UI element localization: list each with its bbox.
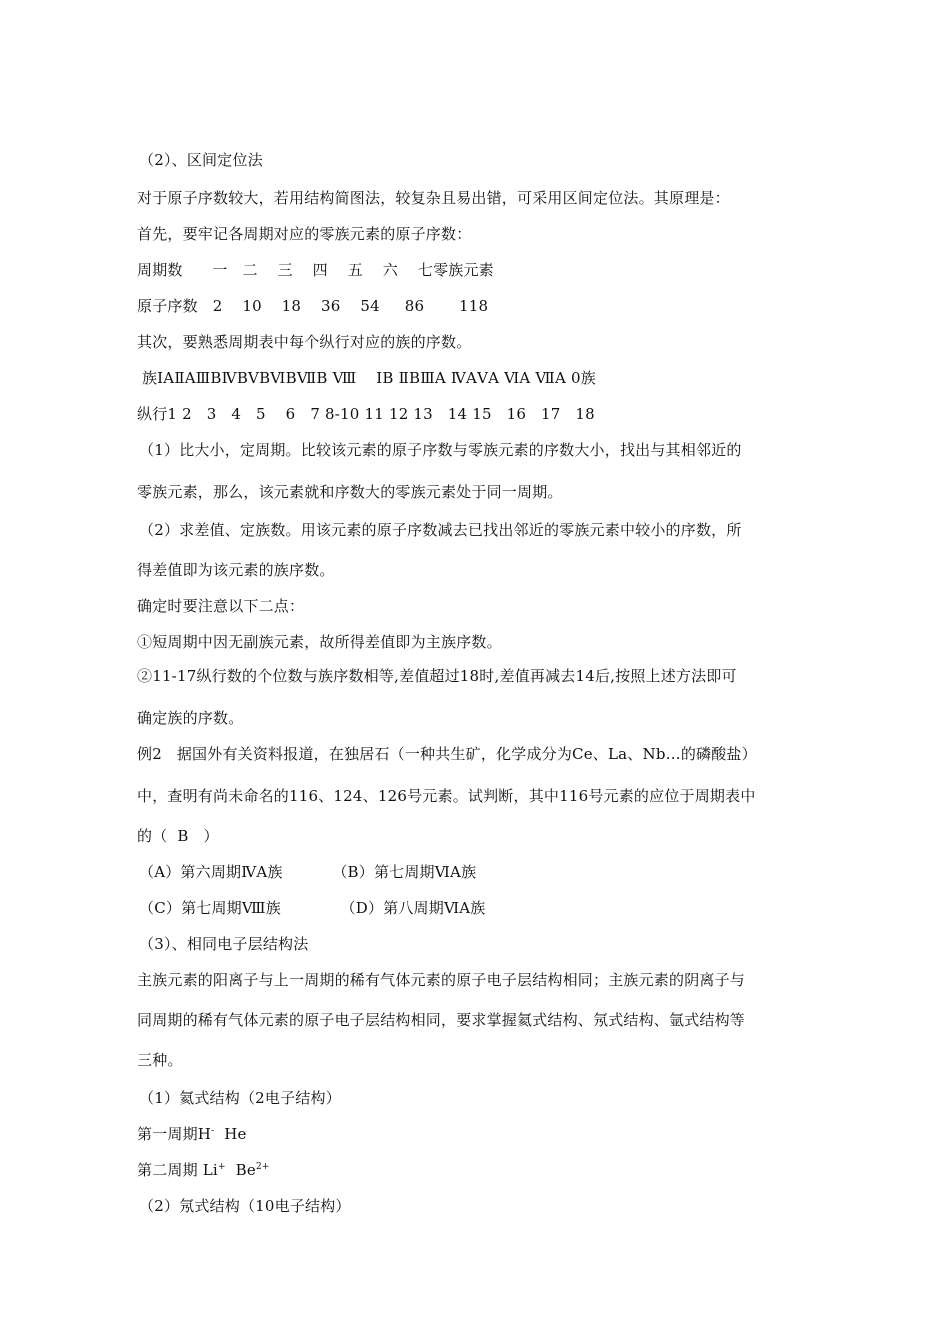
note-item-2: ②11-17纵行数的个位数与族序数相等,差值超过18时,差值再减去14后,按照上述方法即可	[137, 667, 737, 685]
example-answer: 的（ B ）	[137, 827, 219, 845]
example-question: 例2 据国外有关资料报道，在独居石（一种共生矿，化学成分为Ce、La、Nb…的磷酸盐）	[137, 745, 757, 763]
paragraph-line: 得差值即为该元素的族序数。	[137, 561, 335, 579]
paragraph-line: 确定时要注意以下二点：	[137, 597, 305, 615]
option-row: （A）第六周期ⅣA族 （B）第七周期ⅥA族	[139, 863, 477, 881]
paragraph-line: 三种。	[137, 1051, 183, 1069]
subheading-neon-structure: （2）氖式结构（10电子结构）	[139, 1197, 351, 1215]
group-row: 族ⅠAⅡAⅢBⅣBⅤBⅥBⅦB Ⅷ ⅠB ⅡBⅢA ⅣAⅤA ⅥA ⅦA 0族	[137, 369, 596, 387]
paragraph-line: （2）求差值、定族数。用该元素的原子序数减去已找出邻近的零族元素中较小的序数，所	[139, 521, 742, 539]
example-question: 中，查明有尚未命名的116、124、126号元素。试判断，其中116号元素的应位于周期表中	[137, 787, 756, 805]
paragraph-line: 同周期的稀有气体元素的原子电子层结构相同，要求掌握氦式结构、氖式结构、氩式结构等	[137, 1011, 746, 1029]
section-heading-interval-method: （2）、区间定位法	[139, 151, 263, 169]
atomic-number-row: 原子序数 2 10 18 36 54 86 118	[137, 297, 489, 315]
paragraph-line: 零族元素，那么，该元素就和序数大的零族元素处于同一周期。	[137, 483, 563, 501]
paragraph-line: （1）比大小，定周期。比较该元素的原子序数与零族元素的序数大小，找出与其相邻近的	[139, 441, 742, 459]
paragraph-line: 其次，要熟悉周期表中每个纵行对应的族的序数。	[137, 333, 472, 351]
paragraph-line: 确定族的序数。	[137, 709, 244, 727]
period-2-ions: 第二周期 Li+ $Be^{2+}$	[137, 1161, 270, 1179]
option-row: （C）第七周期Ⅷ族 （D）第八周期ⅥA族	[139, 899, 486, 917]
section-heading-electron-shell: （3）、相同电子层结构法	[139, 935, 309, 953]
paragraph-line: 对于原子序数较大，若用结构简图法，较复杂且易出错，可采用区间定位法。其原理是：	[137, 189, 730, 207]
paragraph-line: 主族元素的阳离子与上一周期的稀有气体元素的原子电子层结构相同；主族元素的阴离子与	[137, 971, 746, 989]
paragraph-line: 首先，要牢记各周期对应的零族元素的原子序数：	[137, 225, 472, 243]
subheading-helium-structure: （1）氦式结构（2电子结构）	[139, 1089, 341, 1107]
note-item-1: ①短周期中因无副族元素，故所得差值即为主族序数。	[137, 633, 502, 651]
period-row: 周期数 一 二 三 四 五 六 七零族元素	[137, 261, 494, 279]
period-1-ions: 第一周期H- He	[137, 1125, 247, 1143]
column-row: 纵行1 2 3 4 5 6 7 8-10 11 12 13 14 15 16 17 18	[137, 405, 595, 423]
